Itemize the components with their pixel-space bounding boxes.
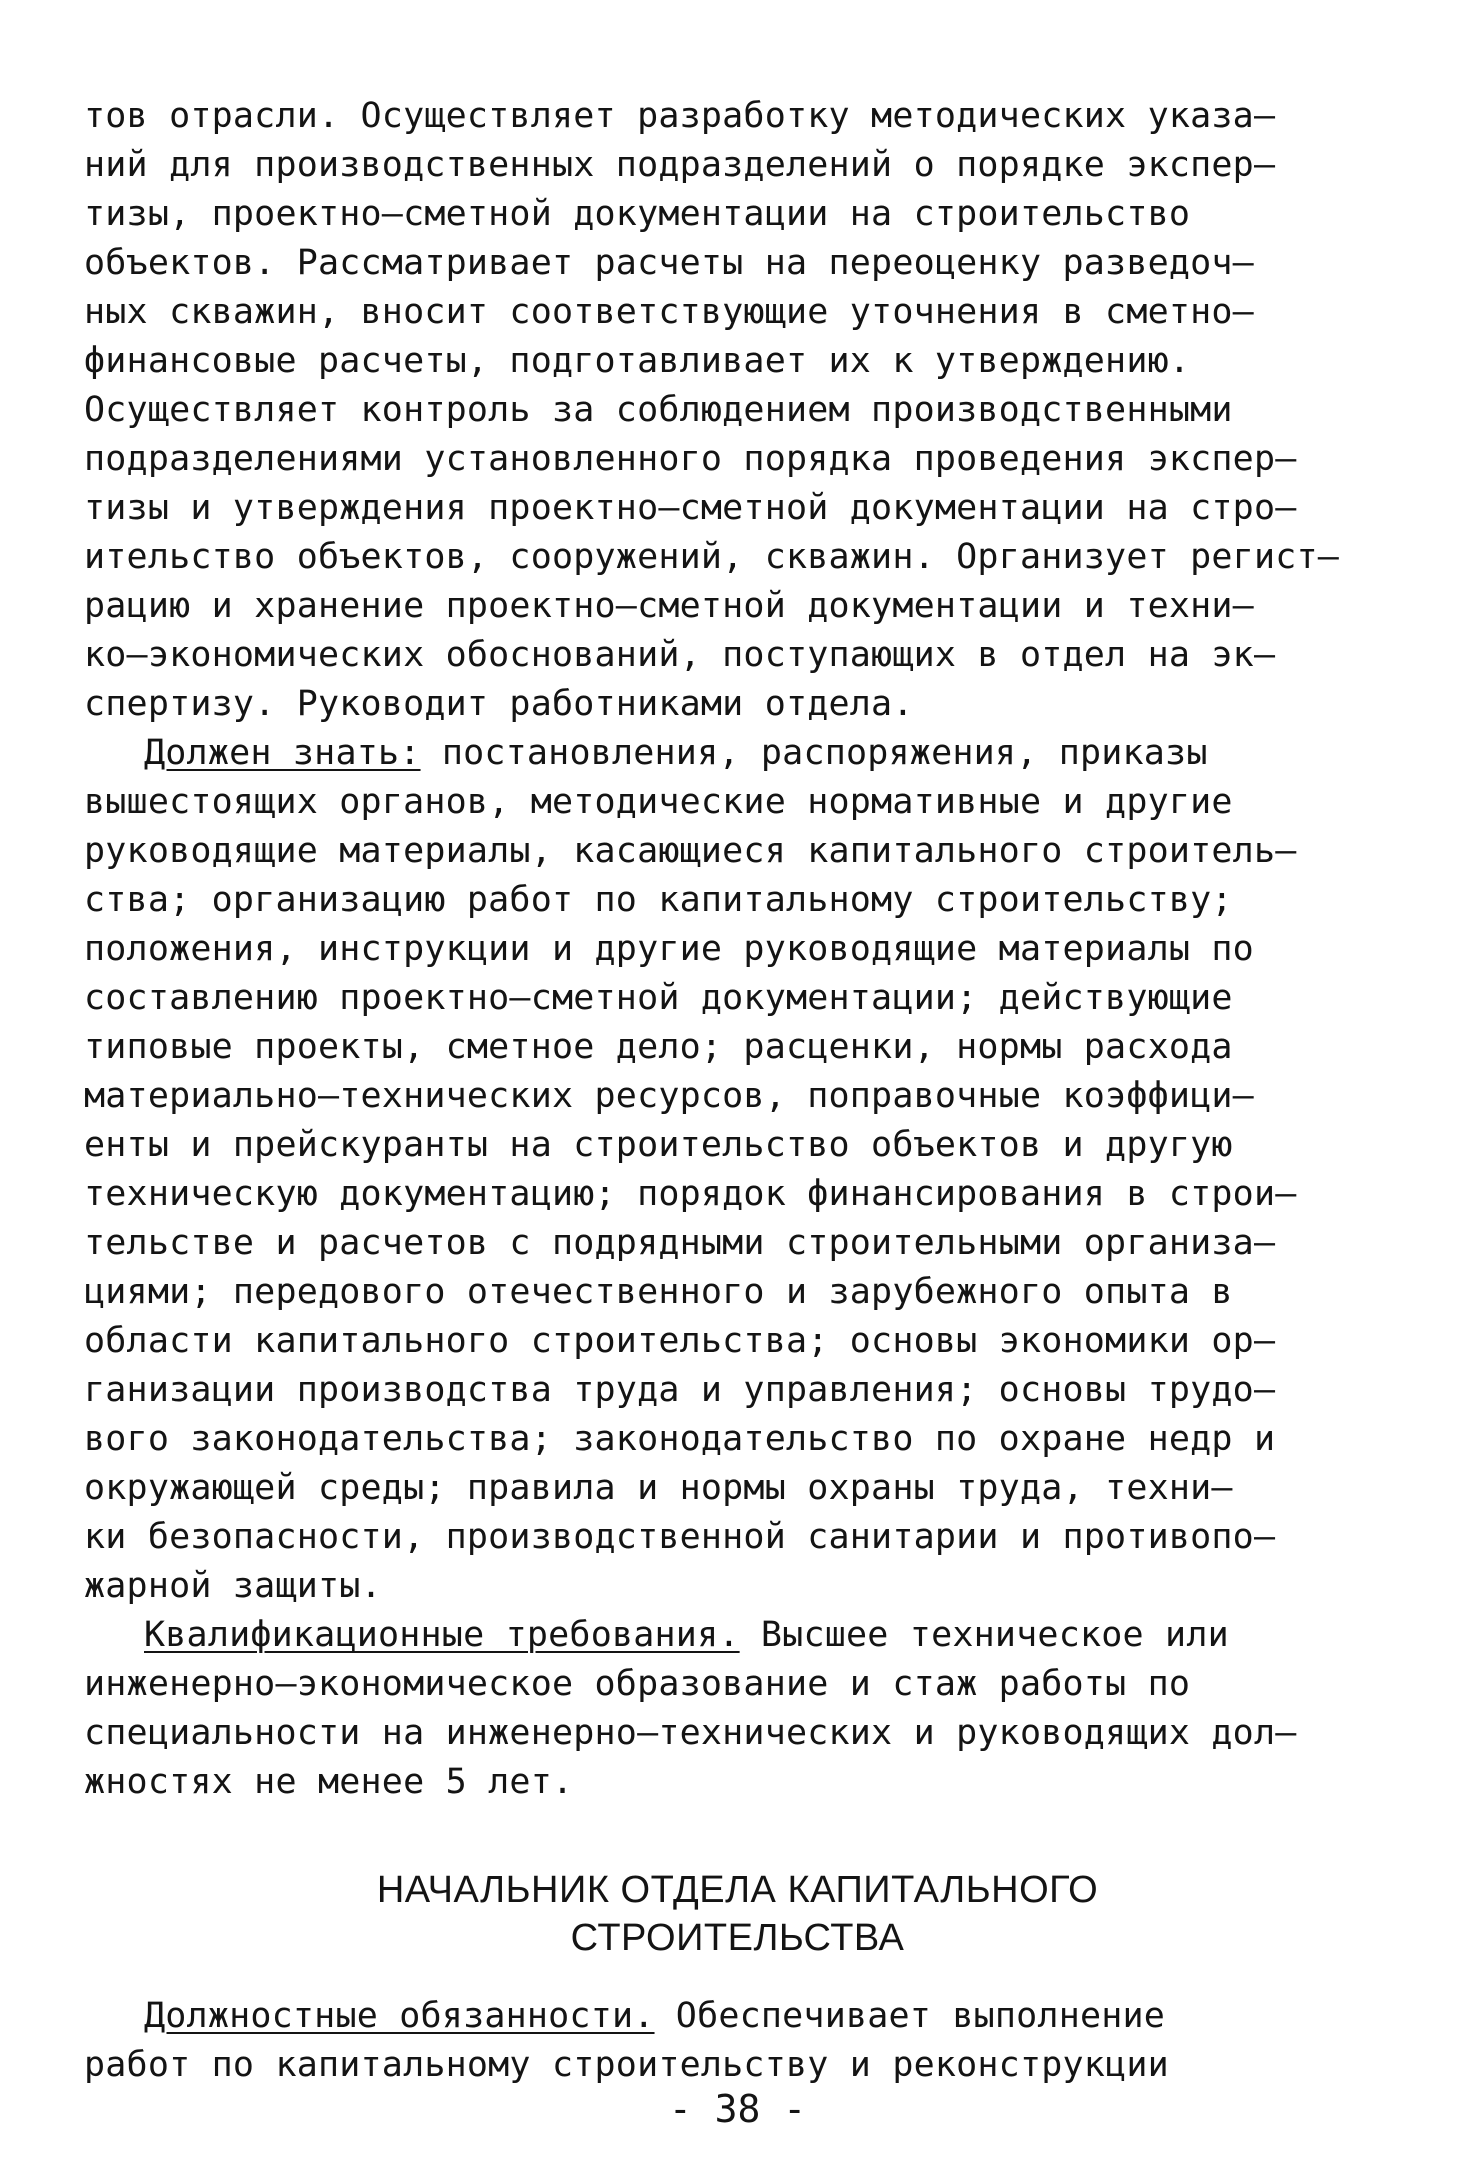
- page-number: - 38 -: [668, 2087, 807, 2131]
- duties-heading: Должностные обязанности.: [144, 1996, 655, 2036]
- paragraph-duties: [84, 1992, 1416, 2090]
- text-line: жностях не менее 5 лет.: [84, 1762, 574, 1802]
- qualification-heading: Квалификационные требования.: [144, 1615, 740, 1655]
- text-line: ства; организацию работ по капитальному строительству;: [84, 880, 1233, 920]
- must-know-heading: Должен знать:: [144, 733, 421, 773]
- text-line: положения, инструкции и другие руководящие материалы по: [84, 929, 1254, 969]
- text-line: вого законодательства; законодательство по охране недр и: [84, 1419, 1276, 1459]
- text-line: области капитального строительства; основы экономики ор–: [84, 1321, 1276, 1361]
- qualification-text: Высшее техническое или: [739, 1615, 1229, 1655]
- text-line: типовые проекты, сметное дело; расценки, нормы расхода: [84, 1027, 1233, 1067]
- text-line: техническую документацию; порядок финансирования в строи–: [84, 1174, 1297, 1214]
- text-line: ных скважин, вносит соответствующие уточнения в сметно–: [84, 292, 1254, 332]
- text-line: [84, 1611, 1416, 1660]
- text-line: тизы и утверждения проектно–сметной документации на стро–: [84, 488, 1297, 528]
- paragraph-duties-continued: [84, 92, 1416, 729]
- text-line: ганизации производства труда и управления; основы трудо–: [84, 1370, 1276, 1410]
- text-line: материально–технических ресурсов, поправочные коэффици–: [84, 1076, 1254, 1116]
- must-know-text: постановления, распоряжения, приказы: [420, 733, 1208, 773]
- text-line: ительство объектов, сооружений, скважин. Организует регист–: [84, 537, 1340, 577]
- section-title-line: НАЧАЛЬНИК ОТДЕЛА КАПИТАЛЬНОГО: [376, 1869, 1099, 1911]
- text-line: объектов. Рассматривает расчеты на переоценку разведоч–: [84, 243, 1254, 283]
- paragraph-qualification: [84, 1611, 1416, 1807]
- text-line: руководящие материалы, касающиеся капитального строитель–: [84, 831, 1297, 871]
- text-line: тизы, проектно–сметной документации на строительство: [84, 194, 1191, 234]
- text-line: составлению проектно–сметной документации; действующие: [84, 978, 1233, 1018]
- text-line: специальности на инженерно–технических и руководящих дол–: [84, 1713, 1297, 1753]
- duties-text: Обеспечивает выполнение: [654, 1996, 1166, 2036]
- text-line: инженерно–экономическое образование и стаж работы по: [84, 1664, 1191, 1704]
- section-title-line: СТРОИТЕЛЬСТВА: [570, 1917, 905, 1959]
- text-line: вышестоящих органов, методические нормативные и другие: [84, 782, 1233, 822]
- text-line: окружающей среды; правила и нормы охраны труда, техни–: [84, 1468, 1233, 1508]
- text-line: енты и прейскуранты на строительство объектов и другую: [84, 1125, 1233, 1165]
- text-line: [84, 729, 1416, 778]
- text-line: подразделениями установленного порядка проведения экспер–: [84, 439, 1297, 479]
- text-line: спертизу. Руководит работниками отдела.: [84, 684, 914, 724]
- paragraph-must-know: [84, 729, 1416, 1611]
- text-line: жарной защиты.: [84, 1566, 382, 1606]
- text-line: тов отрасли. Осуществляет разработку методических указа–: [84, 96, 1276, 136]
- text-line: Осуществляет контроль за соблюдением производственными: [84, 390, 1233, 430]
- document-page: [84, 92, 1416, 1807]
- section-title: [0, 1866, 1475, 1962]
- text-line: рацию и хранение проектно–сметной документации и техни–: [84, 586, 1254, 626]
- text-line: циями; передового отечественного и зарубежного опыта в: [84, 1272, 1233, 1312]
- text-line: ко–экономических обоснований, поступающих в отдел на эк–: [84, 635, 1276, 675]
- text-line: финансовые расчеты, подготавливает их к утверждению.: [84, 341, 1191, 381]
- text-line: тельстве и расчетов с подрядными строительными организа–: [84, 1223, 1276, 1263]
- text-line: [84, 1992, 1416, 2041]
- text-line: ки безопасности, производственной санитарии и противопо–: [84, 1517, 1276, 1557]
- text-line: работ по капитальному строительству и реконструкции: [84, 2045, 1169, 2085]
- text-line: ний для производственных подразделений о порядке экспер–: [84, 145, 1276, 185]
